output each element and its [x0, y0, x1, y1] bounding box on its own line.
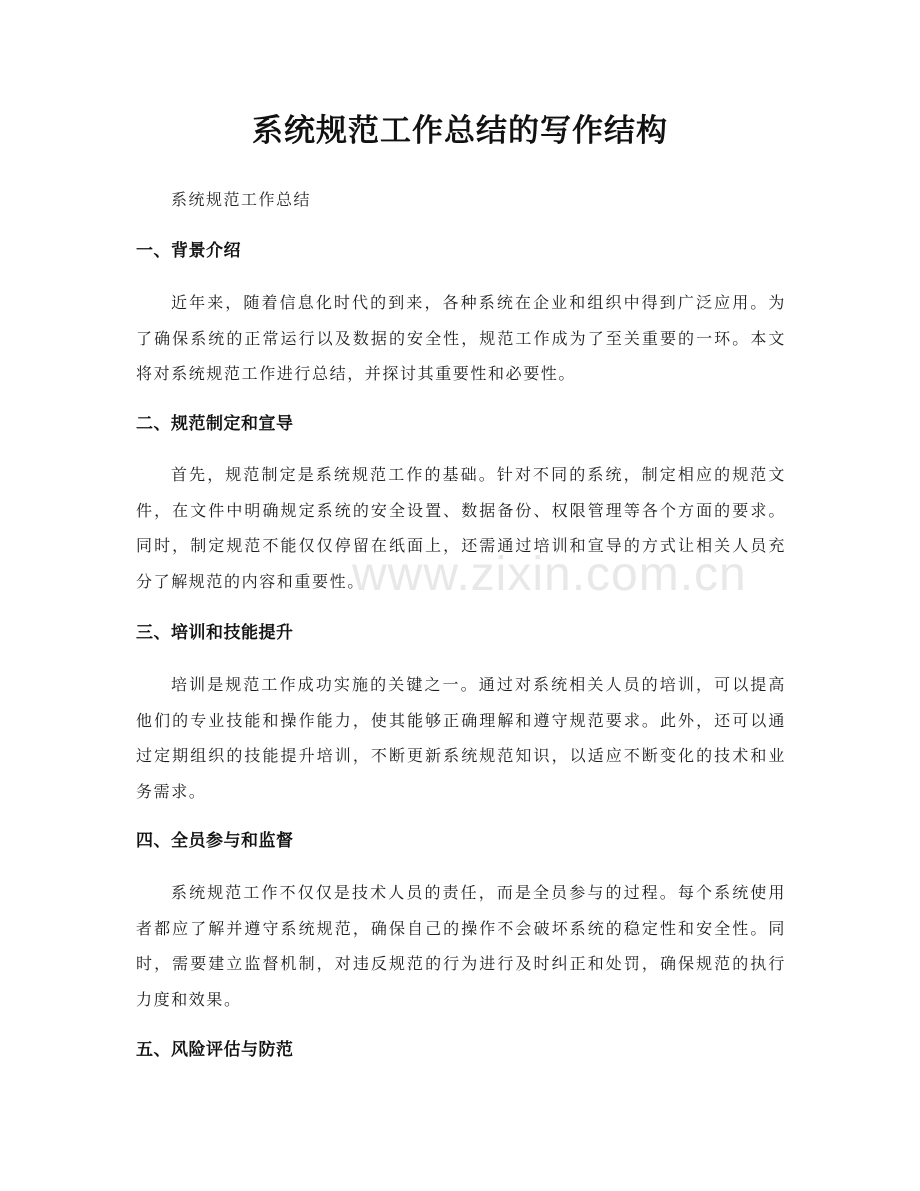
- section-paragraph-supervision: 系统规范工作不仅仅是技术人员的责任，而是全员参与的过程。每个系统使用者都应了解并遵守系统规范，确保自己的操作不会破坏系统的稳定性和安全性。同时，需要建立监督机制，对违反规范的行为进行及时纠正和处罚，确保规范的执行力度和效果。: [136, 883, 786, 1009]
- section-paragraph-rules: 首先，规范制定是系统规范工作的基础。针对不同的系统，制定相应的规范文件，在文件中明确规定系统的安全设置、数据备份、权限管理等各个方面的要求。同时，制定规范不能仅仅停留在纸面上，还需通过培训和宣导的方式让相关人员充分了解规范的内容和重要性。: [136, 465, 786, 591]
- document-subtitle: 系统规范工作总结: [171, 190, 312, 209]
- section-heading-training: 三、培训和技能提升: [136, 623, 294, 643]
- section-heading-supervision: 四、全员参与和监督: [136, 831, 294, 851]
- section-heading-rules: 二、规范制定和宣导: [136, 414, 294, 434]
- section-heading-risk: 五、风险评估与防范: [136, 1040, 294, 1060]
- watermark: www.zixin.com.cn: [352, 548, 747, 601]
- section-paragraph-background: 近年来，随着信息化时代的到来，各种系统在企业和组织中得到广泛应用。为了确保系统的正常运行以及数据的安全性，规范工作成为了至关重要的一环。本文将对系统规范工作进行总结，并探讨其重要性和必要性。: [136, 293, 786, 383]
- section-heading-background: 一、背景介绍: [136, 241, 241, 261]
- page-title: 系统规范工作总结的写作结构: [252, 113, 668, 149]
- section-paragraph-training: 培训是规范工作成功实施的关键之一。通过对系统相关人员的培训，可以提高他们的专业技能和操作能力，使其能够正确理解和遵守规范要求。此外，还可以通过定期组织的技能提升培训，不断更新系统规范知识，以适应不断变化的技术和业务需求。: [136, 675, 786, 801]
